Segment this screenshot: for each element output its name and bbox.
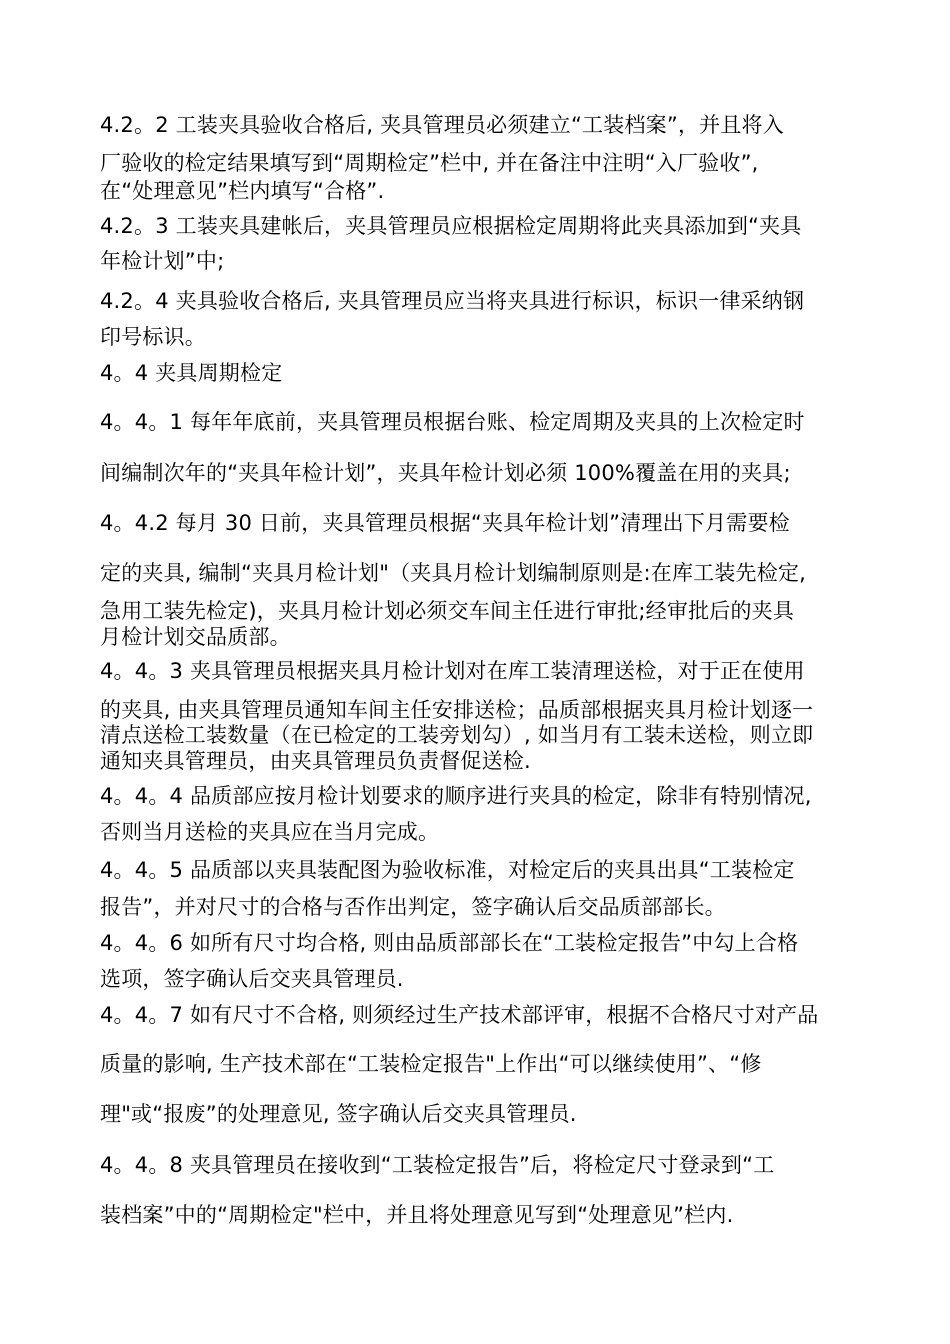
text-line: 清点送检工装数量（在已检定的工装旁划勾）, 如当月有工装未送检，则立即 bbox=[100, 723, 814, 747]
text-line: 报告”，并对尺寸的合格与否作出判定，签字确认后交品质部部长。 bbox=[100, 895, 726, 919]
text-line: 在“处理意见”栏内填写“合格”. bbox=[100, 179, 385, 203]
section-heading: 4。4 夹具周期检定 bbox=[100, 361, 283, 385]
text-line: 4。4。7 如有尺寸不合格, 则须经过生产技术部评审，根据不合格尺寸对产品 bbox=[100, 1003, 819, 1027]
text-line: 4。4。1 每年年底前，夹具管理员根据台账、检定周期及夹具的上次检定时 bbox=[100, 410, 805, 434]
text-line: 4。4。6 如所有尺寸均合格, 则由品质部部长在“工装检定报告”中勾上合格 bbox=[100, 931, 799, 955]
text-line: 否则当月送检的夹具应在当月完成。 bbox=[100, 820, 440, 844]
text-line: 印号标识。 bbox=[100, 325, 206, 349]
text-line: 的夹具, 由夹具管理员通知车间主任安排送检；品质部根据夹具月检计划逐一 bbox=[100, 698, 814, 722]
text-line: 4.2。4 夹具验收合格后, 夹具管理员应当将夹具进行标识，标识一律采纳钢 bbox=[100, 289, 805, 313]
text-line: 年检计划”中; bbox=[100, 249, 225, 273]
text-line: 4。4。8 夹具管理员在接收到“工装检定报告”后，将检定尺寸登录到“工 bbox=[100, 1153, 775, 1177]
text-line: 4.2。3 工装夹具建帐后，夹具管理员应根据检定周期将此夹具添加到“夹具 bbox=[100, 214, 802, 238]
text-line: 急用工装先检定)，夹具月检计划必须交车间主任进行审批;经审批后的夹具 bbox=[100, 599, 795, 623]
text-line: 月检计划交品质部。 bbox=[100, 625, 291, 649]
text-line: 质量的影响, 生产技术部在“工装检定报告"上作出“可以继续使用”、“修 bbox=[100, 1052, 762, 1076]
text-line: 4。4。4 品质部应按月检计划要求的顺序进行夹具的检定，除非有特别情况, bbox=[100, 784, 812, 808]
text-line: 4。4.2 每月 30 日前，夹具管理员根据“夹具年检计划”清理出下月需要检 bbox=[100, 511, 790, 535]
text-line: 间编制次年的“夹具年检计划”，夹具年检计划必须 100%覆盖在用的夹具; bbox=[100, 461, 791, 485]
text-line: 厂验收的检定结果填写到“周期检定”栏中, 并在备注中注明“入厂验收”, bbox=[100, 151, 759, 175]
text-line: 4。4。5 品质部以夹具装配图为验收标准，对检定后的夹具出具“工装检定 bbox=[100, 858, 795, 882]
text-line: 理"或“报废”的处理意见, 签字确认后交夹具管理员. bbox=[100, 1102, 577, 1126]
text-line: 装档案”中的“周期检定"栏中，并且将处理意见写到“处理意见”栏内. bbox=[100, 1203, 734, 1227]
text-line: 4。4。3 夹具管理员根据夹具月检计划对在库工装清理送检，对于正在使用 bbox=[100, 659, 805, 683]
text-line: 定的夹具, 编制“夹具月检计划"（夹具月检计划编制原则是:在库工装先检定, bbox=[100, 561, 807, 585]
text-line: 通知夹具管理员，由夹具管理员负责督促送检. bbox=[100, 749, 531, 773]
text-line: 选项，签字确认后交夹具管理员. bbox=[100, 967, 404, 991]
text-line: 4.2。2 工装夹具验收合格后, 夹具管理员必须建立“工装档案”，并且将入 bbox=[100, 113, 784, 137]
